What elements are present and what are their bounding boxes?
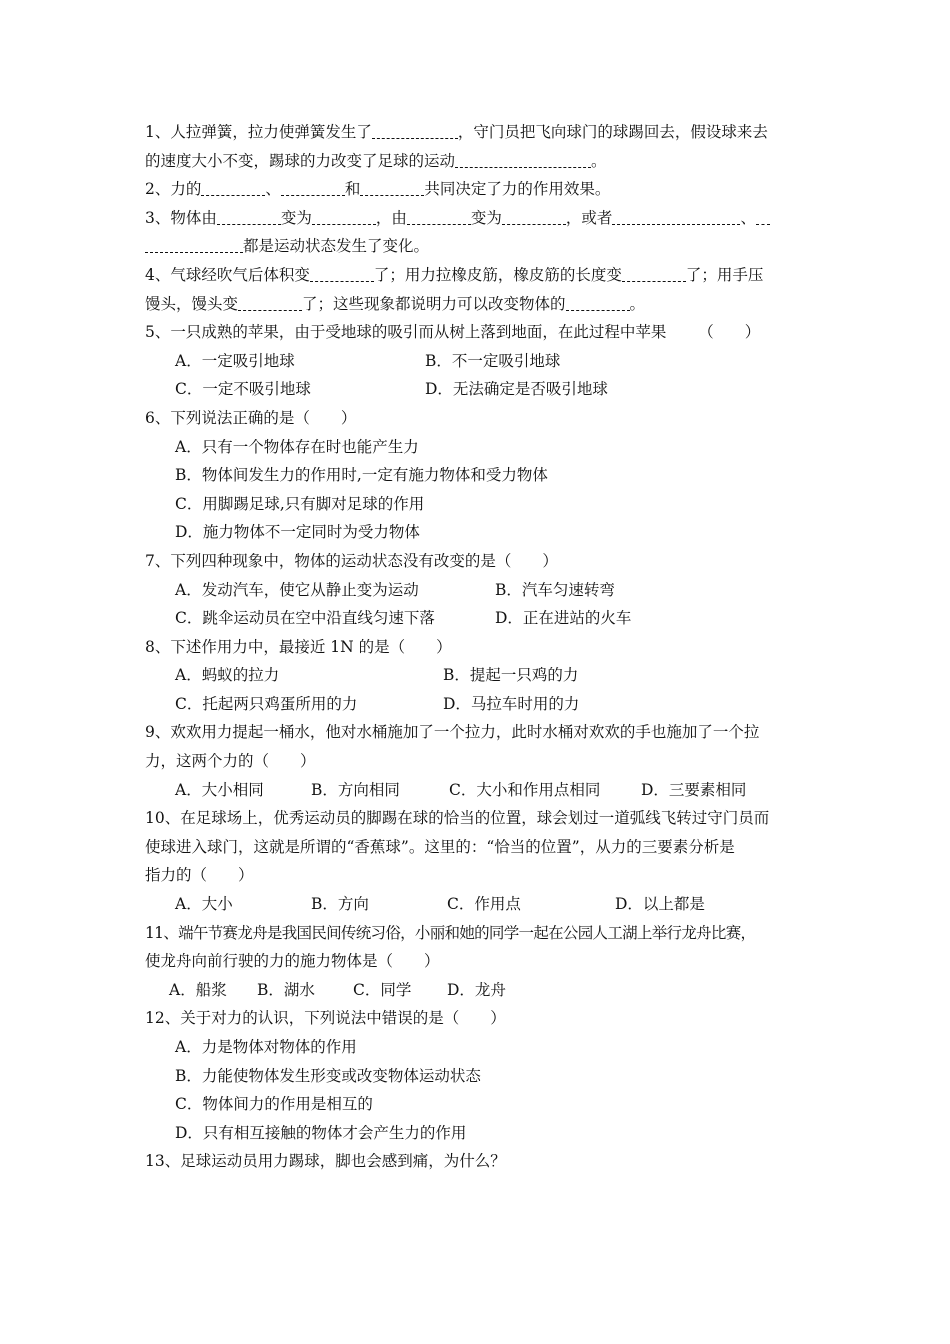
q12-stem: 12、关于对力的认识，下列说法中错误的是（ ） xyxy=(145,1009,506,1028)
q4-line1 xyxy=(145,261,810,290)
q5-option-d[interactable]: D．无法确定是否吸引地球 xyxy=(425,380,608,399)
q7-option-d[interactable]: D．正在进站的火车 xyxy=(495,609,632,628)
q5-options-row1 xyxy=(145,347,810,376)
q4-blank-3[interactable] xyxy=(238,294,302,311)
q3-blank-2[interactable] xyxy=(312,208,376,225)
q3-blank-6-start[interactable] xyxy=(756,208,770,225)
q4-text-e: 了；这些现象都说明力可以改变物体的 xyxy=(302,294,566,313)
q10-option-d[interactable]: D．以上都是 xyxy=(615,895,705,914)
q3-text-f: 、 xyxy=(740,208,756,227)
q4-text-b: 了；用力拉橡皮筋，橡皮筋的长度变 xyxy=(373,265,622,284)
q5-option-a[interactable]: A．一定吸引地球 xyxy=(175,351,295,370)
q6-option-d[interactable]: D．施力物体不一定同时为受力物体 xyxy=(175,523,420,542)
q6-option-b[interactable]: B．物体间发生力的作用时,一定有施力物体和受力物体 xyxy=(175,466,548,485)
q10-options xyxy=(145,890,810,919)
q11-options xyxy=(145,976,810,1005)
q3-blank-1[interactable] xyxy=(217,208,281,225)
q10-option-c[interactable]: C．作用点 xyxy=(447,895,521,914)
q3-blank-3[interactable] xyxy=(407,208,471,225)
q1-blank-1[interactable] xyxy=(372,122,458,139)
q1-text-b: ，守门员把飞向球门的球踢回去，假设球来去 xyxy=(457,123,768,141)
q1-text-a: 1、人拉弹簧，拉力使弹簧发生了 xyxy=(145,123,372,141)
q7-options-row1 xyxy=(145,576,810,605)
q9-option-d[interactable]: D．三要素相同 xyxy=(641,780,747,799)
q10-line1: 10、在足球场上，优秀运动员的脚踢在球的恰当的位置，球会划过一道弧线飞转过守门员而 xyxy=(145,809,770,828)
q3-blank-4[interactable] xyxy=(502,208,566,225)
q7-option-a[interactable]: A．发动汽车，使它从静止变为运动 xyxy=(175,580,419,599)
q7-stem: 7、下列四种现象中，物体的运动状态没有改变的是（ ） xyxy=(145,551,558,570)
q1-text-d: 。 xyxy=(591,151,607,170)
q3-text-e: ，或者 xyxy=(565,208,613,227)
q9-line1: 9、欢欢用力提起一桶水，他对水桶施加了一个拉力，此时水桶对欢欢的手也施加了一个拉 xyxy=(145,723,760,742)
q11-option-a[interactable]: A．船浆 xyxy=(169,980,227,999)
q1-text-c: 的速度大小不变，踢球的力改变了足球的运动 xyxy=(145,151,456,170)
q1-line2 xyxy=(145,147,810,176)
q10-line3: 指力的（ ） xyxy=(145,866,254,885)
worksheet xyxy=(145,118,810,1176)
q3-blank-6-end[interactable] xyxy=(145,236,243,253)
q10-option-a[interactable]: A．大小 xyxy=(175,895,233,914)
q13-stem: 13、足球运动员用力踢球，脚也会感到痛，为什么？ xyxy=(145,1152,506,1171)
q1-blank-2[interactable] xyxy=(455,151,591,168)
q10-option-b[interactable]: B．方向 xyxy=(311,895,369,914)
q5-option-c[interactable]: C．一定不吸引地球 xyxy=(175,380,311,399)
q6-stem: 6、下列说法正确的是（ ） xyxy=(145,408,357,427)
q4-text-d: 馒头，馒头变 xyxy=(145,294,239,313)
q8-option-c[interactable]: C．托起两只鸡蛋所用的力 xyxy=(175,694,358,713)
q4-text-c: 了；用手压 xyxy=(685,265,764,284)
q2-blank-2[interactable] xyxy=(281,179,345,196)
q12-option-c[interactable]: C．物体间力的作用是相互的 xyxy=(175,1095,373,1114)
q8-options-row2 xyxy=(145,690,810,719)
q5-stem-text: 5、一只成熟的苹果，由于受地球的吸引而从树上落到地面，在此过程中苹果 xyxy=(145,323,667,342)
q8-options-row1 xyxy=(145,661,810,690)
q12-option-b[interactable]: B．力能使物体发生形变或改变物体运动状态 xyxy=(175,1066,481,1085)
q8-option-b[interactable]: B．提起一只鸡的力 xyxy=(443,666,579,685)
q4-blank-1[interactable] xyxy=(310,265,374,282)
q2-text-d: 共同决定了力的作用效果。 xyxy=(424,180,611,199)
q2-text-a: 2、力的 xyxy=(145,180,202,199)
q4-line2 xyxy=(145,290,810,319)
q5-option-b[interactable]: B．不一定吸引地球 xyxy=(425,351,561,370)
q8-option-a[interactable]: A．蚂蚁的拉力 xyxy=(175,666,280,685)
q6-option-c[interactable]: C．用脚踢足球,只有脚对足球的作用 xyxy=(175,494,425,513)
q4-blank-2[interactable] xyxy=(622,265,686,282)
q9-option-c[interactable]: C．大小和作用点相同 xyxy=(449,780,601,799)
q2-blank-1[interactable] xyxy=(201,179,265,196)
q5-answer-paren[interactable]: （ ） xyxy=(698,323,761,342)
q2-line xyxy=(145,175,810,204)
q5-stem xyxy=(145,318,810,347)
q9-options xyxy=(145,776,810,805)
q8-stem: 8、下述作用力中，最接近 1N 的是（ ） xyxy=(145,637,452,656)
q7-option-c[interactable]: C．跳伞运动员在空中沿直线匀速下落 xyxy=(175,609,435,628)
q9-option-a[interactable]: A．大小相同 xyxy=(175,780,264,799)
q6-option-a[interactable]: A．只有一个物体存在时也能产生力 xyxy=(175,437,419,456)
q3-blank-5[interactable] xyxy=(612,208,740,225)
q4-blank-4[interactable] xyxy=(566,294,630,311)
q3-text-d: 变为 xyxy=(470,208,502,227)
q10-line2: 使球进入球门，这就是所谓的“香蕉球”。这里的：“恰当的位置”，从力的三要素分析是 xyxy=(145,837,735,856)
q1-line1 xyxy=(145,118,810,147)
q3-text-a: 3、物体由 xyxy=(145,208,217,227)
q3-line1 xyxy=(145,204,810,233)
q4-text-f: 。 xyxy=(629,294,646,313)
q3-line2 xyxy=(145,232,810,261)
q11-option-d[interactable]: D．龙舟 xyxy=(447,980,506,999)
q9-option-b[interactable]: B．方向相同 xyxy=(311,780,400,799)
q11-option-b[interactable]: B．湖水 xyxy=(257,980,315,999)
q11-line1: 11、端午节赛龙舟是我国民间传统习俗，小丽和她的同学一起在公园人工湖上举行龙舟比赛， xyxy=(145,923,756,942)
q11-option-c[interactable]: C．同学 xyxy=(353,980,412,999)
q3-text-c: ，由 xyxy=(375,208,407,227)
q9-line2: 力，这两个力的（ ） xyxy=(145,752,316,771)
q11-line2: 使龙舟向前行驶的力的施力物体是（ ） xyxy=(145,952,440,971)
q7-option-b[interactable]: B．汽车匀速转弯 xyxy=(495,580,615,599)
q2-text-b: 、 xyxy=(265,180,281,199)
q5-options-row2 xyxy=(145,375,810,404)
q7-options-row2 xyxy=(145,604,810,633)
q3-text-b: 变为 xyxy=(280,208,312,227)
q2-blank-3[interactable] xyxy=(360,179,424,196)
q12-option-a[interactable]: A．力是物体对物体的作用 xyxy=(175,1038,357,1056)
q12-option-d[interactable]: D．只有相互接触的物体才会产生力的作用 xyxy=(175,1123,467,1142)
q2-text-c: 和 xyxy=(344,180,361,199)
q4-text-a: 4、气球经吹气后体积变 xyxy=(145,265,310,284)
q3-text-g: 都是运动状态发生了变化。 xyxy=(243,237,430,256)
q8-option-d[interactable]: D．马拉车时用的力 xyxy=(443,694,580,713)
